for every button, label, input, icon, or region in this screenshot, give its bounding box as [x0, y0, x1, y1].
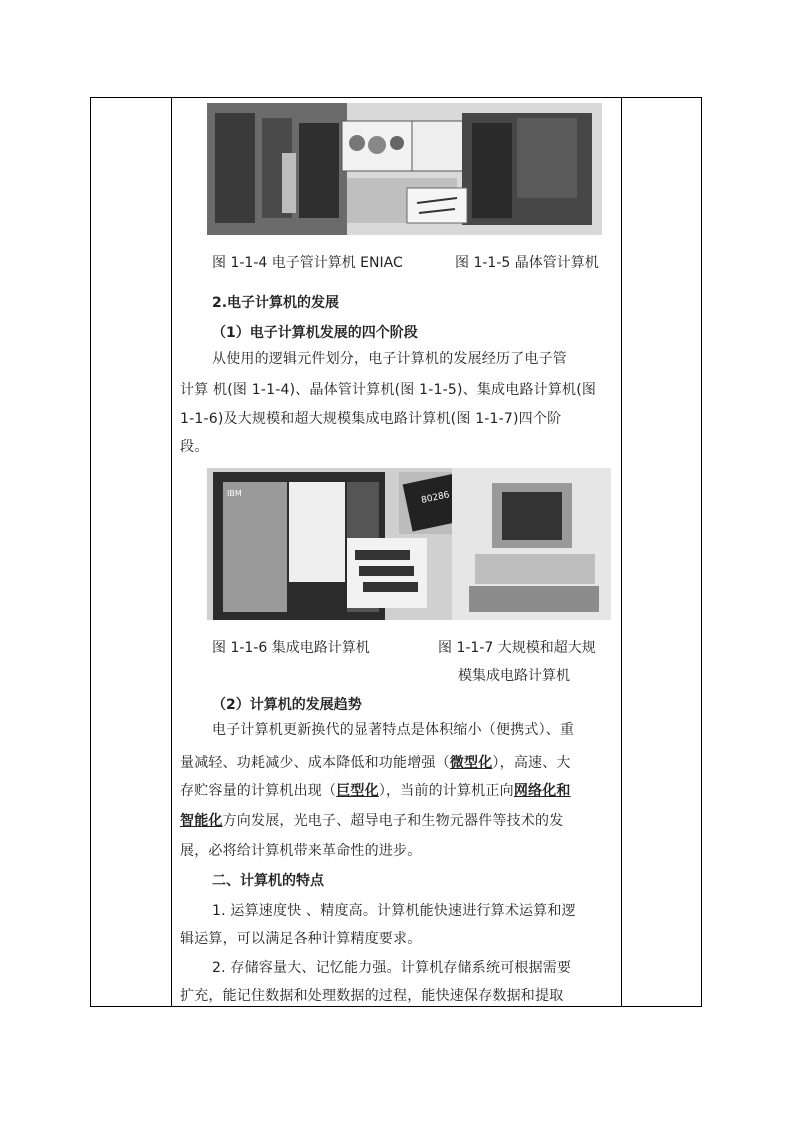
ic-vlsi-computer-photo	[207, 468, 611, 620]
subheading-trend: （2）计算机的发展趋势	[212, 697, 362, 713]
paragraph-line: 1. 运算速度快 、精度高。计算机能快速进行算术运算和逻	[212, 903, 576, 919]
paragraph-line: 展，必将给计算机带来革命性的进步。	[180, 843, 422, 859]
paragraph-line: 智能化方向发展，光电子、超导电子和生物元器件等技术的发	[180, 813, 564, 829]
paragraph-line: 2. 存储容量大、记忆能力强。计算机存储系统可根据需要	[212, 960, 572, 976]
paragraph-line: 段。	[180, 439, 209, 455]
paragraph-line: 量减轻、功耗减少、成本降低和功能增强（微型化），高速、大	[180, 755, 571, 771]
keyword-miniaturization: 微型化	[449, 755, 493, 771]
figure-caption-eniac: 图 1-1-4 电子管计算机 ENIAC	[212, 255, 403, 271]
section-heading-features: 二、计算机的特点	[212, 873, 324, 889]
column-divider-left	[171, 98, 172, 1006]
chip-80286-label: 80286	[420, 490, 451, 506]
figure-caption-vlsi-line2: 模集成电路计算机	[458, 668, 570, 684]
ibm-logo-text: IBM	[227, 489, 242, 498]
paragraph-line: 计算 机(图 1-1-4)、晶体管计算机(图 1-1-5)、集成电路计算机(图	[180, 382, 597, 398]
paragraph-line: 电子计算机更新换代的显著特点是体积缩小（便携式）、重	[212, 722, 575, 738]
paragraph-line: 辑运算，可以满足各种计算精度要求。	[180, 931, 422, 947]
keyword-giant: 巨型化	[336, 783, 379, 799]
section-heading-development: 2.电子计算机的发展	[212, 295, 340, 311]
column-divider-right	[621, 98, 622, 1006]
keyword-intelligence: 智能化	[180, 813, 223, 829]
eniac-transistor-photo	[207, 103, 602, 235]
paragraph-line: 扩充，能记住数据和处理数据的过程，能快速保存数据和提取	[180, 988, 564, 1004]
figure-caption-ic: 图 1-1-6 集成电路计算机	[212, 640, 370, 656]
keyword-networking: 网络化和	[513, 783, 571, 799]
paragraph-line: 1-1-6)及大规模和超大规模集成电路计算机(图 1-1-7)四个阶	[180, 411, 562, 427]
paragraph-line: 存贮容量的计算机出现（巨型化），当前的计算机正向网络化和	[180, 783, 571, 799]
paragraph-line: 从使用的逻辑元件划分，电子计算机的发展经历了电子管	[212, 351, 567, 367]
figure-caption-transistor: 图 1-1-5 晶体管计算机	[455, 255, 599, 271]
figure-caption-vlsi-line1: 图 1-1-7 大规模和超大规	[438, 640, 596, 656]
subheading-four-stages: （1）电子计算机发展的四个阶段	[212, 325, 418, 341]
